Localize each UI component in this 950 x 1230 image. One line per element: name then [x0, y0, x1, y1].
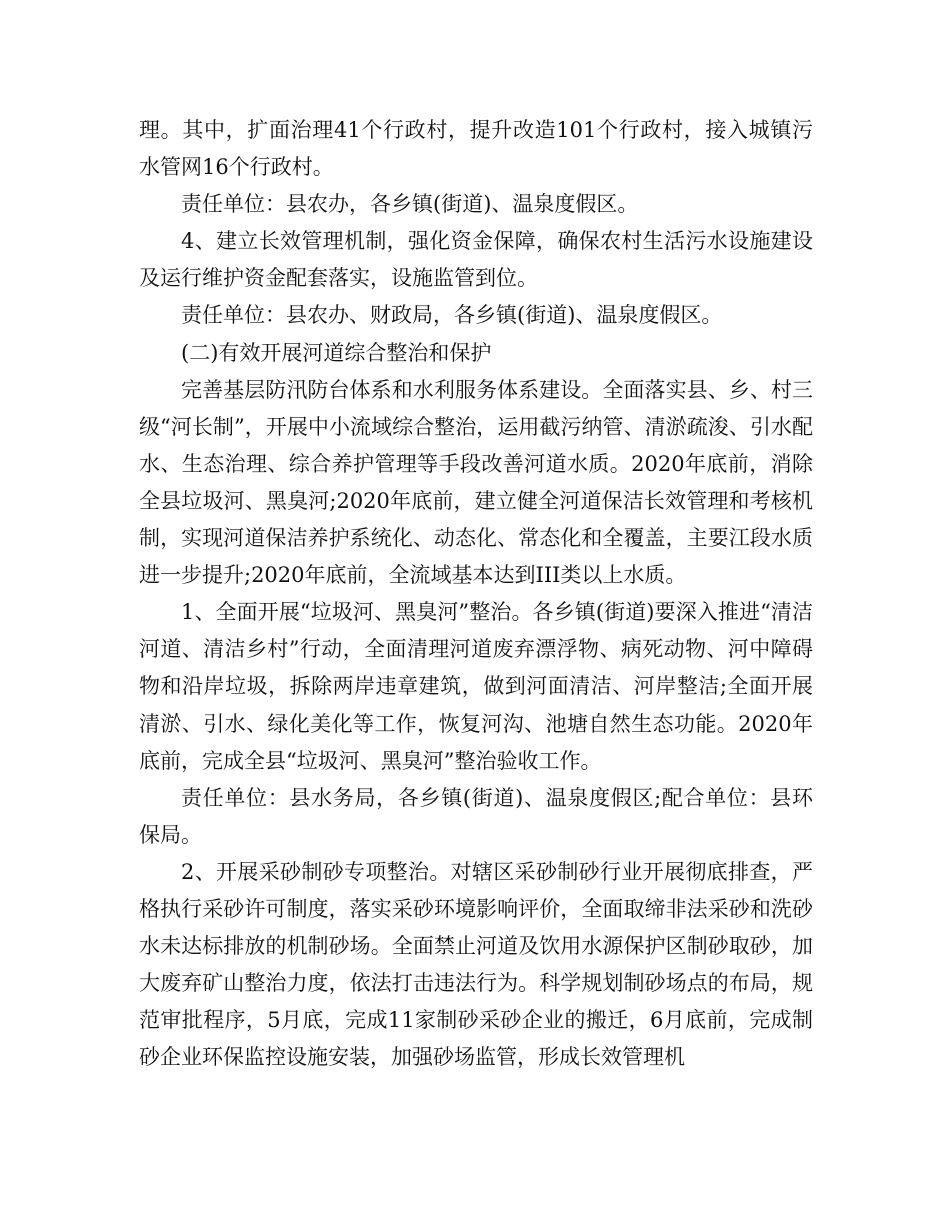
paragraph-section-intro: 完善基层防汛防台体系和水利服务体系建设。全面落实县、乡、村三级“河长制”，开展中小流域综合整治，运用截污纳管、清淤疏浚、引水配水、生态治理、综合养护管理等手段改善河道水质。2020年底前，消除全县垃圾河、黑臭河;2020年底前，建立健全河道保洁长效管理和考核机制，实现河道保洁养护系统化、动态化、常态化和全覆盖，主要江段水质进一步提升;2020年底前，全流域基本达到III类以上水质。	[139, 377, 813, 588]
paragraph-responsible-units: 责任单位：县水务局，各乡镇(街道)、温泉度假区;配合单位：县环保局。	[139, 785, 813, 847]
paragraph-item-4: 4、建立长效管理机制，强化资金保障，确保农村生活污水设施建设及运行维护资金配套落实，设施监管到位。	[139, 229, 813, 291]
section-heading: (二)有效开展河道综合整治和保护	[181, 340, 492, 365]
document-body	[139, 112, 813, 1076]
paragraph-item-1: 1、全面开展“垃圾河、黑臭河”整治。各乡镇(街道)要深入推进“清洁河道、清洁乡村”行动，全面清理河道废弃漂浮物、病死动物、河中障碍物和沿岸垃圾，拆除两岸违章建筑，做到河面清洁、河岸整洁;全面开展清淤、引水、绿化美化等工作，恢复河沟、池塘自然生态功能。2020年底前，完成全县“垃圾河、黑臭河”整治验收工作。	[139, 600, 813, 773]
paragraph-responsible-units: 责任单位：县农办，各乡镇(街道)、温泉度假区。	[181, 192, 639, 217]
paragraph-responsible-units: 责任单位：县农办、财政局，各乡镇(街道)、温泉度假区。	[181, 303, 723, 328]
paragraph-continuation: 理。其中，扩面治理41个行政村，提升改造101个行政村，接入城镇污水管网16个行政村。	[139, 118, 813, 180]
paragraph-item-2: 2、开展采砂制砂专项整治。对辖区采砂制砂行业开展彻底排查，严格执行采砂许可制度，落实采砂环境影响评价，全面取缔非法采砂和洗砂水未达标排放的机制砂场。全面禁止河道及饮用水源保护区制砂取砂，加大废弃矿山整治力度，依法打击违法行为。科学规划制砂场点的布局，规范审批程序，5月底，完成11家制砂采砂企业的搬迁，6月底前，完成制砂企业环保监控设施安装，加强砂场监管，形成长效管理机	[139, 859, 813, 1070]
